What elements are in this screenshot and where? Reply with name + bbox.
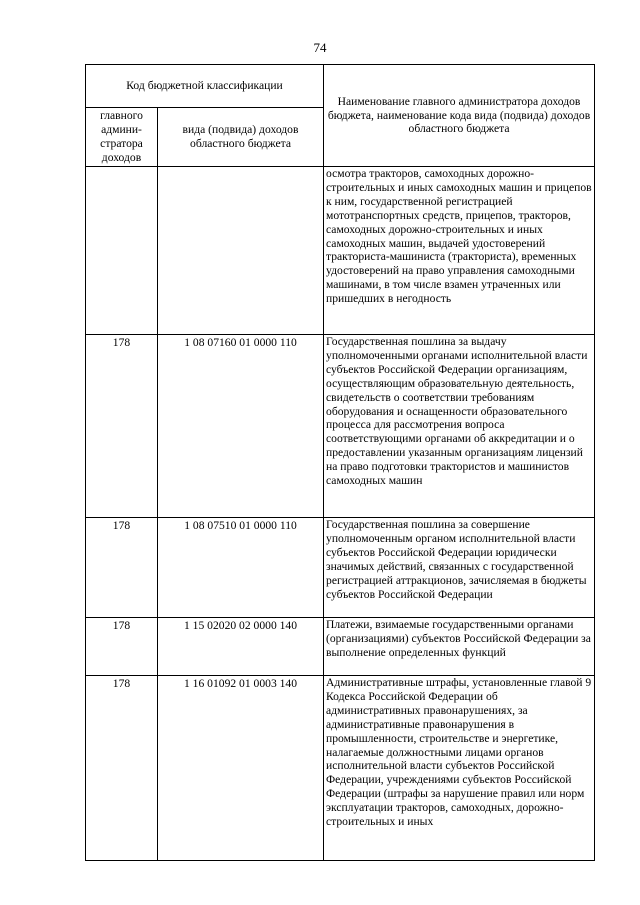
header-chief-administrator: главного админи-стратора доходов bbox=[86, 108, 158, 167]
cell-revenue-code: 1 08 07510 01 0000 110 bbox=[158, 518, 324, 618]
cell-admin-code: 178 bbox=[86, 518, 158, 618]
table-header-row bbox=[86, 65, 595, 108]
table-row-continuation bbox=[86, 167, 595, 335]
cell-admin-code: 178 bbox=[86, 335, 158, 518]
header-administrator-name: Наименование главного администратора доходов бюджета, наименование кода вида (подвида) доходов областного бюджета bbox=[324, 65, 595, 167]
cell-revenue-code: 1 15 02020 02 0000 140 bbox=[158, 618, 324, 676]
header-budget-classification-code: Код бюджетной классификации bbox=[86, 65, 324, 108]
cell-admin-code: 178 bbox=[86, 676, 158, 861]
cell-description: Государственная пошлина за выдачу уполномоченными органами исполнительной власти субъектов Российской Федерации организациям, осуществляющим образовательную деятельность, свидетельств о соответствии требованиям оборудования и оснащенности образовательного процесса для рассмотрения вопроса соответствующими органами об аккредитации и о предоставлении указанным организациям лицензий на право подготовки трактористов и машинистов самоходных машин bbox=[324, 335, 595, 518]
table-row bbox=[86, 335, 595, 518]
header-revenue-type: вида (подвида) доходов областного бюджета bbox=[158, 108, 324, 167]
cell-admin-code: 178 bbox=[86, 618, 158, 676]
cell-revenue-code bbox=[158, 167, 324, 335]
page-number: 74 bbox=[313, 40, 327, 55]
cell-revenue-code: 1 16 01092 01 0003 140 bbox=[158, 676, 324, 861]
table-row bbox=[86, 518, 595, 618]
cell-revenue-code: 1 08 07160 01 0000 110 bbox=[158, 335, 324, 518]
cell-admin-code bbox=[86, 167, 158, 335]
budget-classification-table bbox=[85, 64, 595, 861]
cell-description: Государственная пошлина за совершение уполномоченным органом исполнительной власти субъектов Российской Федерации юридически значимых действий, связанных с государственной регистрацией аттракционов, зачисляемая в бюджеты субъектов Российской Федерации bbox=[324, 518, 595, 618]
cell-description: осмотра тракторов, самоходных дорожно-строительных и иных самоходных машин и прицепов к ним, государственной регистрацией мототранспортных средств, прицепов, тракторов, самоходных дорожно-строительных и иных самоходных машин, выдачей удостоверений тракториста-машиниста (тракториста), временных удостоверений на право управления самоходными машинами, в том числе взамен утраченных или пришедших в негодность bbox=[324, 167, 595, 335]
cell-description: Платежи, взимаемые государственными органами (организациями) субъектов Российской Федерации за выполнение определенных функций bbox=[324, 618, 595, 676]
table-row bbox=[86, 676, 595, 861]
table-row bbox=[86, 618, 595, 676]
cell-description: Административные штрафы, установленные главой 9 Кодекса Российской Федерации об административных правонарушениях, за административные правонарушения в промышленности, строительстве и энергетике, налагаемые должностными лицами органов исполнительной власти субъектов Российской Федерации, учреждениями субъектов Российской Федерации (штрафы за нарушение правил или норм эксплуатации тракторов, самоходных, дорожно-строительных и иных bbox=[324, 676, 595, 861]
